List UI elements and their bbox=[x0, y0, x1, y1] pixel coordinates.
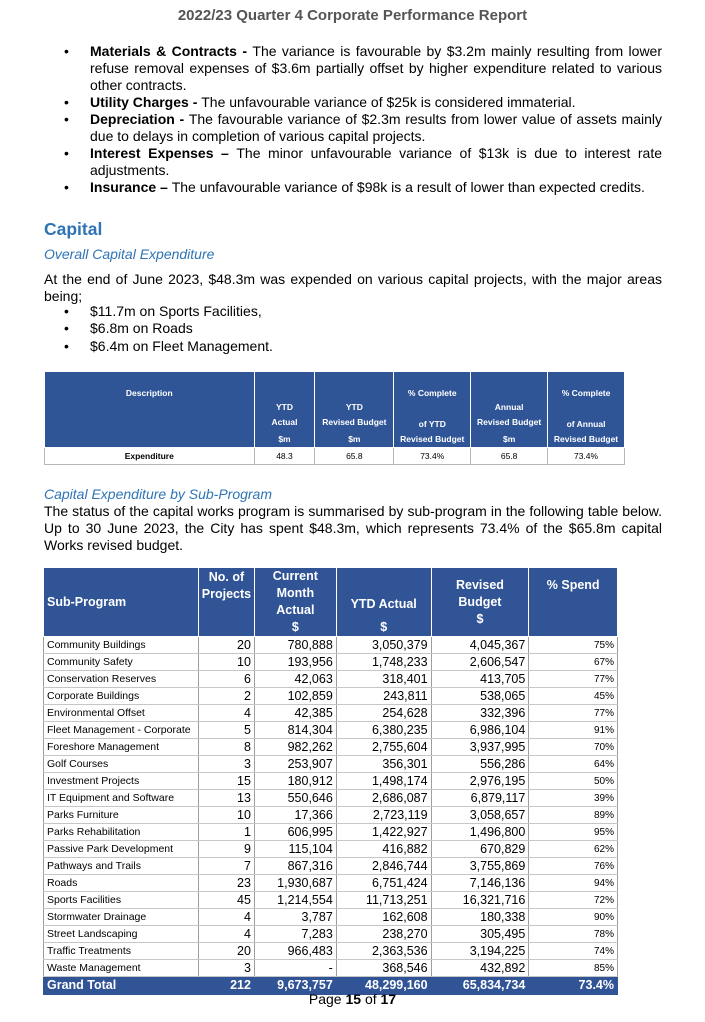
sub-program-name: Sports Facilities bbox=[44, 892, 199, 909]
pct-spend: 72% bbox=[529, 892, 618, 909]
current-month-actual: 982,262 bbox=[254, 739, 336, 756]
revised-budget: 670,829 bbox=[431, 841, 529, 858]
revised-budget: 65,834,734 bbox=[431, 977, 529, 995]
project-count: 45 bbox=[198, 892, 254, 909]
variance-item-text: The favourable variance of $2.3m results from lower value of assets mainly due to delays in completion of various capital projects. bbox=[90, 111, 662, 144]
sub-program-name: Stormwater Drainage bbox=[44, 909, 199, 926]
revised-budget: 4,045,367 bbox=[431, 637, 529, 654]
revised-budget: 556,286 bbox=[431, 756, 529, 773]
header-pct-spend: % Spend bbox=[529, 568, 618, 637]
revised-budget: 16,321,716 bbox=[431, 892, 529, 909]
revised-budget: 3,755,869 bbox=[431, 858, 529, 875]
variance-item bbox=[44, 94, 662, 111]
variance-item-text: The unfavourable variance of $25k is considered immaterial. bbox=[201, 93, 576, 110]
ytd-actual: 368,546 bbox=[336, 960, 431, 977]
project-count: 1 bbox=[198, 824, 254, 841]
table-row bbox=[44, 773, 618, 790]
current-month-actual: 606,995 bbox=[254, 824, 336, 841]
variance-item-text: The unfavourable variance of $98k is a result of lower than expected credits. bbox=[171, 179, 645, 196]
ytd-actual: 1,498,174 bbox=[336, 773, 431, 790]
variance-item-label: Materials & Contracts - bbox=[90, 43, 253, 59]
header-current-month: Current Month Actual $ bbox=[254, 568, 336, 637]
footer-current-page: 15 bbox=[345, 991, 362, 1007]
summary-header-description: Description bbox=[45, 372, 255, 448]
pct-spend: 95% bbox=[529, 824, 618, 841]
table-row bbox=[44, 722, 618, 739]
current-month-actual: 1,930,687 bbox=[254, 875, 336, 892]
project-count: 20 bbox=[198, 637, 254, 654]
summary-expenditure-row bbox=[45, 448, 625, 465]
current-month-actual: 9,673,757 bbox=[254, 977, 336, 995]
current-month-actual: 115,104 bbox=[254, 841, 336, 858]
table-row bbox=[44, 875, 618, 892]
table-row bbox=[44, 807, 618, 824]
project-count: 7 bbox=[198, 858, 254, 875]
sub-program-name: Foreshore Management bbox=[44, 739, 199, 756]
revised-budget: 3,937,995 bbox=[431, 739, 529, 756]
revised-budget: 3,194,225 bbox=[431, 943, 529, 960]
variance-item bbox=[44, 179, 662, 196]
revised-budget: 2,976,195 bbox=[431, 773, 529, 790]
variance-item-text: The minor unfavourable variance of $13k is due to interest rate adjustments. bbox=[90, 145, 662, 179]
ytd-actual: 238,270 bbox=[336, 926, 431, 943]
variance-item-label: Depreciation - bbox=[90, 111, 189, 128]
ytd-actual: 2,723,119 bbox=[336, 807, 431, 824]
summary-header-annual: Annual Revised Budget $m bbox=[471, 372, 548, 448]
sub-program-name: Pathways and Trails bbox=[44, 858, 199, 875]
table-row bbox=[44, 824, 618, 841]
current-month-actual: 814,304 bbox=[254, 722, 336, 739]
ytd-actual: 6,380,235 bbox=[336, 722, 431, 739]
sub-program-name: Conservation Reserves bbox=[44, 671, 199, 688]
sub-program-name: Community Safety bbox=[44, 654, 199, 671]
sub-program-name: Waste Management bbox=[44, 960, 199, 977]
summary-header-pct-annual: % Complete of Annual Revised Budget bbox=[548, 372, 625, 448]
ytd-actual: 11,713,251 bbox=[336, 892, 431, 909]
revised-budget: 2,606,547 bbox=[431, 654, 529, 671]
footer-total-pages: 17 bbox=[380, 991, 397, 1007]
capital-heading: Capital bbox=[44, 219, 103, 239]
current-month-actual: 867,316 bbox=[254, 858, 336, 875]
ytd-actual: 318,401 bbox=[336, 671, 431, 688]
current-month-actual: 102,859 bbox=[254, 688, 336, 705]
sub-program-name: Street Landscaping bbox=[44, 926, 199, 943]
table-row bbox=[44, 926, 618, 943]
current-month-actual: 3,787 bbox=[254, 909, 336, 926]
revised-budget: 1,496,800 bbox=[431, 824, 529, 841]
project-count: 10 bbox=[198, 654, 254, 671]
revised-budget: 432,892 bbox=[431, 960, 529, 977]
sub-program-name: Fleet Management - Corporate bbox=[44, 722, 199, 739]
header-ytd-actual: YTD Actual $ bbox=[336, 568, 431, 637]
header-revised-budget: Revised Budget $ bbox=[431, 568, 529, 637]
pct-spend: 94% bbox=[529, 875, 618, 892]
sub-program-name: IT Equipment and Software bbox=[44, 790, 199, 807]
capital-summary-table bbox=[44, 371, 625, 465]
table-row bbox=[44, 892, 618, 909]
variance-item-text: The variance is favourable by $3.2m mainly resulting from lower refuse removal expenses of $3.6m partially offset by higher expenditure related to various other contracts. bbox=[90, 43, 663, 93]
sub-program-name: Investment Projects bbox=[44, 773, 199, 790]
sub-program-name: Traffic Treatments bbox=[44, 943, 199, 960]
project-count: 5 bbox=[198, 722, 254, 739]
table-row bbox=[44, 960, 618, 977]
ytd-actual: 254,628 bbox=[336, 705, 431, 722]
project-count: 13 bbox=[198, 790, 254, 807]
project-count: 3 bbox=[198, 960, 254, 977]
revised-budget: 538,065 bbox=[431, 688, 529, 705]
project-count: 3 bbox=[198, 756, 254, 773]
pct-spend: 91% bbox=[529, 722, 618, 739]
ytd-actual: 48,299,160 bbox=[336, 977, 431, 995]
ytd-actual: 162,608 bbox=[336, 909, 431, 926]
sub-program-name: Golf Courses bbox=[44, 756, 199, 773]
revised-budget: 6,986,104 bbox=[431, 722, 529, 739]
sub-program-name: Passive Park Development bbox=[44, 841, 199, 858]
summary-ytd-budget: 65.8 bbox=[315, 448, 394, 465]
revised-budget: 6,879,117 bbox=[431, 790, 529, 807]
variance-list bbox=[44, 43, 662, 197]
summary-row-label: Expenditure bbox=[45, 448, 255, 465]
major-area-item: • $11.7m on Sports Facilities, bbox=[44, 303, 662, 320]
current-month-actual: - bbox=[254, 960, 336, 977]
current-month-actual: 550,646 bbox=[254, 790, 336, 807]
ytd-actual: 2,846,744 bbox=[336, 858, 431, 875]
variance-item bbox=[44, 111, 662, 145]
table-row bbox=[44, 654, 618, 671]
table-row bbox=[44, 705, 618, 722]
pct-spend: 45% bbox=[529, 688, 618, 705]
variance-item-label: Interest Expenses – bbox=[90, 145, 237, 162]
pct-spend: 75% bbox=[529, 637, 618, 654]
revised-budget: 3,058,657 bbox=[431, 807, 529, 824]
overall-capital-subheading: Overall Capital Expenditure bbox=[44, 246, 215, 262]
major-areas-list bbox=[44, 303, 662, 355]
pct-spend: 77% bbox=[529, 705, 618, 722]
pct-spend: 39% bbox=[529, 790, 618, 807]
variance-item bbox=[44, 145, 662, 179]
project-count: 23 bbox=[198, 875, 254, 892]
current-month-actual: 180,912 bbox=[254, 773, 336, 790]
table-row bbox=[44, 858, 618, 875]
project-count: 8 bbox=[198, 739, 254, 756]
project-count: 4 bbox=[198, 705, 254, 722]
subprogram-table bbox=[43, 567, 618, 995]
capital-intro: At the end of June 2023, $48.3m was expended on various capital projects, with the major areas being; bbox=[44, 271, 662, 304]
major-area-item: • $6.4m on Fleet Management. bbox=[44, 338, 662, 355]
revised-budget: 332,396 bbox=[431, 705, 529, 722]
table-row bbox=[44, 756, 618, 773]
ytd-actual: 2,363,536 bbox=[336, 943, 431, 960]
pct-spend: 85% bbox=[529, 960, 618, 977]
revised-budget: 7,146,136 bbox=[431, 875, 529, 892]
project-count: 2 bbox=[198, 688, 254, 705]
summary-header-pct-ytd: % Complete of YTD Revised Budget bbox=[394, 372, 471, 448]
table-row bbox=[44, 688, 618, 705]
page-footer bbox=[0, 991, 705, 1007]
summary-pct-annual: 73.4% bbox=[548, 448, 625, 465]
sub-program-name: Corporate Buildings bbox=[44, 688, 199, 705]
summary-pct-ytd: 73.4% bbox=[394, 448, 471, 465]
ytd-actual: 2,686,087 bbox=[336, 790, 431, 807]
pct-spend: 90% bbox=[529, 909, 618, 926]
sub-program-name: Parks Rehabilitation bbox=[44, 824, 199, 841]
sub-program-name: Environmental Offset bbox=[44, 705, 199, 722]
current-month-actual: 42,385 bbox=[254, 705, 336, 722]
pct-spend: 77% bbox=[529, 671, 618, 688]
page-header-title: 2022/23 Quarter 4 Corporate Performance Report bbox=[177, 7, 528, 24]
current-month-actual: 253,907 bbox=[254, 756, 336, 773]
table-row bbox=[44, 637, 618, 654]
project-count: 6 bbox=[198, 671, 254, 688]
table-row bbox=[44, 909, 618, 926]
revised-budget: 305,495 bbox=[431, 926, 529, 943]
program-table-body bbox=[44, 637, 618, 995]
project-count: 4 bbox=[198, 926, 254, 943]
ytd-actual: 356,301 bbox=[336, 756, 431, 773]
pct-spend: 76% bbox=[529, 858, 618, 875]
ytd-actual: 1,422,927 bbox=[336, 824, 431, 841]
variance-item bbox=[44, 43, 662, 93]
pct-spend: 89% bbox=[529, 807, 618, 824]
summary-header-ytd-actual: YTD Actual $m bbox=[254, 372, 315, 448]
table-row bbox=[44, 943, 618, 960]
sub-program-name: Community Buildings bbox=[44, 637, 199, 654]
project-count: 15 bbox=[198, 773, 254, 790]
sub-program-name: Roads bbox=[44, 875, 199, 892]
summary-header-row bbox=[45, 372, 625, 448]
current-month-actual: 42,063 bbox=[254, 671, 336, 688]
variance-item-label: Insurance – bbox=[90, 179, 172, 196]
revised-budget: 180,338 bbox=[431, 909, 529, 926]
subprogram-intro: The status of the capital works program is summarised by sub-program in the following table below. Up to 30 June 2023, the City has spent $48.3m, which represents 73.4% of the $65.8m capital Works revised budget. bbox=[44, 503, 662, 553]
program-header-row bbox=[44, 568, 618, 637]
subprogram-subheading: Capital Expenditure by Sub-Program bbox=[44, 486, 273, 502]
table-row bbox=[44, 841, 618, 858]
current-month-actual: 780,888 bbox=[254, 637, 336, 654]
summary-annual-budget: 65.8 bbox=[471, 448, 548, 465]
summary-ytd-actual: 48.3 bbox=[254, 448, 315, 465]
pct-spend: 62% bbox=[529, 841, 618, 858]
project-count: 20 bbox=[198, 943, 254, 960]
sub-program-name: Parks Furniture bbox=[44, 807, 199, 824]
table-row bbox=[44, 790, 618, 807]
pct-spend: 70% bbox=[529, 739, 618, 756]
project-count: 4 bbox=[198, 909, 254, 926]
ytd-actual: 6,751,424 bbox=[336, 875, 431, 892]
ytd-actual: 1,748,233 bbox=[336, 654, 431, 671]
current-month-actual: 193,956 bbox=[254, 654, 336, 671]
footer-prefix: Page bbox=[308, 991, 346, 1007]
table-row bbox=[44, 739, 618, 756]
revised-budget: 413,705 bbox=[431, 671, 529, 688]
header-projects: No. of Projects bbox=[198, 568, 254, 637]
current-month-actual: 966,483 bbox=[254, 943, 336, 960]
pct-spend: 50% bbox=[529, 773, 618, 790]
sub-program-name: Grand Total bbox=[44, 977, 199, 995]
pct-spend: 74% bbox=[529, 943, 618, 960]
pct-spend: 78% bbox=[529, 926, 618, 943]
pct-spend: 64% bbox=[529, 756, 618, 773]
header-sub-program: Sub-Program bbox=[44, 568, 199, 637]
major-area-item: • $6.8m on Roads bbox=[44, 320, 662, 337]
project-count: 10 bbox=[198, 807, 254, 824]
project-count: 9 bbox=[198, 841, 254, 858]
ytd-actual: 2,755,604 bbox=[336, 739, 431, 756]
ytd-actual: 3,050,379 bbox=[336, 637, 431, 654]
project-count: 212 bbox=[198, 977, 254, 995]
pct-spend: 67% bbox=[529, 654, 618, 671]
summary-header-ytd-budget: YTD Revised Budget $m bbox=[315, 372, 394, 448]
current-month-actual: 1,214,554 bbox=[254, 892, 336, 909]
variance-item-label: Utility Charges - bbox=[90, 93, 202, 110]
table-row bbox=[44, 671, 618, 688]
pct-spend: 73.4% bbox=[529, 977, 618, 995]
current-month-actual: 7,283 bbox=[254, 926, 336, 943]
ytd-actual: 416,882 bbox=[336, 841, 431, 858]
current-month-actual: 17,366 bbox=[254, 807, 336, 824]
ytd-actual: 243,811 bbox=[336, 688, 431, 705]
footer-of: of bbox=[361, 991, 381, 1007]
